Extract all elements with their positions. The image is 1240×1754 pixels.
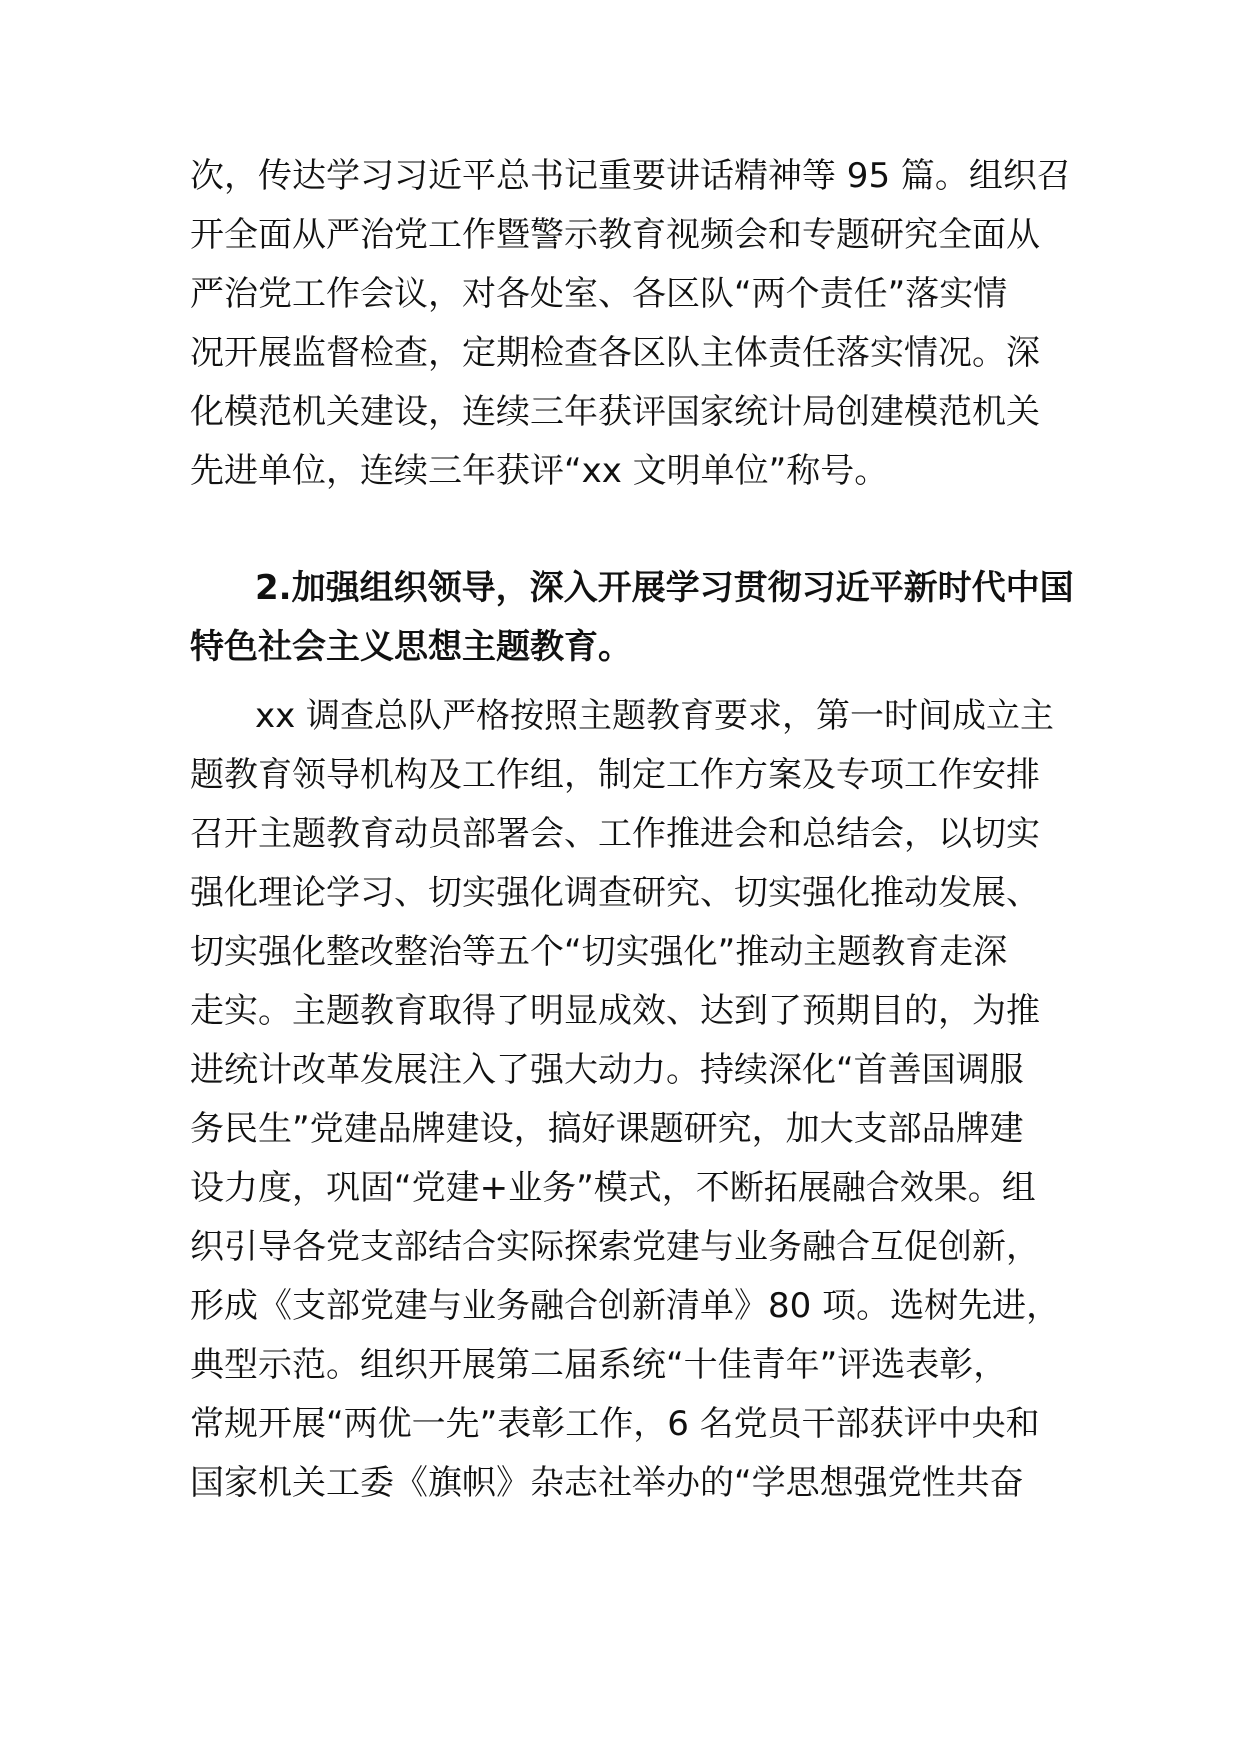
text-line: 走实。主题教育取得了明显成效、达到了预期目的，为推 [190,991,1040,1031]
text-line: 开全面从严治党工作暨警示教育视频会和专题研究全面从 [190,215,1040,255]
text-line: 况开展监督检查，定期检查各区队主体责任落实情况。深 [190,333,1040,373]
text-line: 严治党工作会议，对各处室、各区队“两个责任”落实情 [190,274,1008,314]
text-line: 切实强化整改整治等五个“切实强化”推动主题教育走深 [190,932,1008,972]
text-line: 题教育领导机构及工作组，制定工作方案及专项工作安排 [190,755,1040,795]
text-line: 国家机关工委《旗帜》杂志社举办的“学思想强党性共奋 [190,1463,1024,1503]
section-heading: 特色社会主义思想主题教育。 [190,627,632,667]
text-line: 进统计改革发展注入了强大动力。持续深化“首善国调服 [190,1050,1024,1090]
text-line: 务民生”党建品牌建设，搞好课题研究，加大支部品牌建 [190,1109,1024,1149]
text-line: 典型示范。组织开展第二届系统“十佳青年”评选表彰， [190,1345,1008,1385]
text-line: 次，传达学习习近平总书记重要讲话精神等 95 篇。组织召 [190,156,1071,196]
text-line: 强化理论学习、切实强化调查研究、切实强化推动发展、 [190,873,1040,913]
section-heading: 2.加强组织领导，深入开展学习贯彻习近平新时代中国 [255,568,1074,608]
text-line: 织引导各党支部结合实际探索党建与业务融合互促创新， [190,1227,1040,1267]
text-line: 常规开展“两优一先”表彰工作，6 名党员干部获评中央和 [190,1404,1040,1444]
text-line: 召开主题教育动员部署会、工作推进会和总结会，以切实 [190,814,1040,854]
text-line: 化模范机关建设，连续三年获评国家统计局创建模范机关 [190,392,1040,432]
text-line: 设力度，巩固“党建+业务”模式，不断拓展融合效果。组 [190,1168,1036,1208]
text-line: 形成《支部党建与业务融合创新清单》80 项。选树先进， [190,1286,1061,1326]
text-line: 先进单位，连续三年获评“xx 文明单位”称号。 [190,451,889,491]
text-line: xx 调查总队严格按照主题教育要求，第一时间成立主 [255,696,1055,736]
